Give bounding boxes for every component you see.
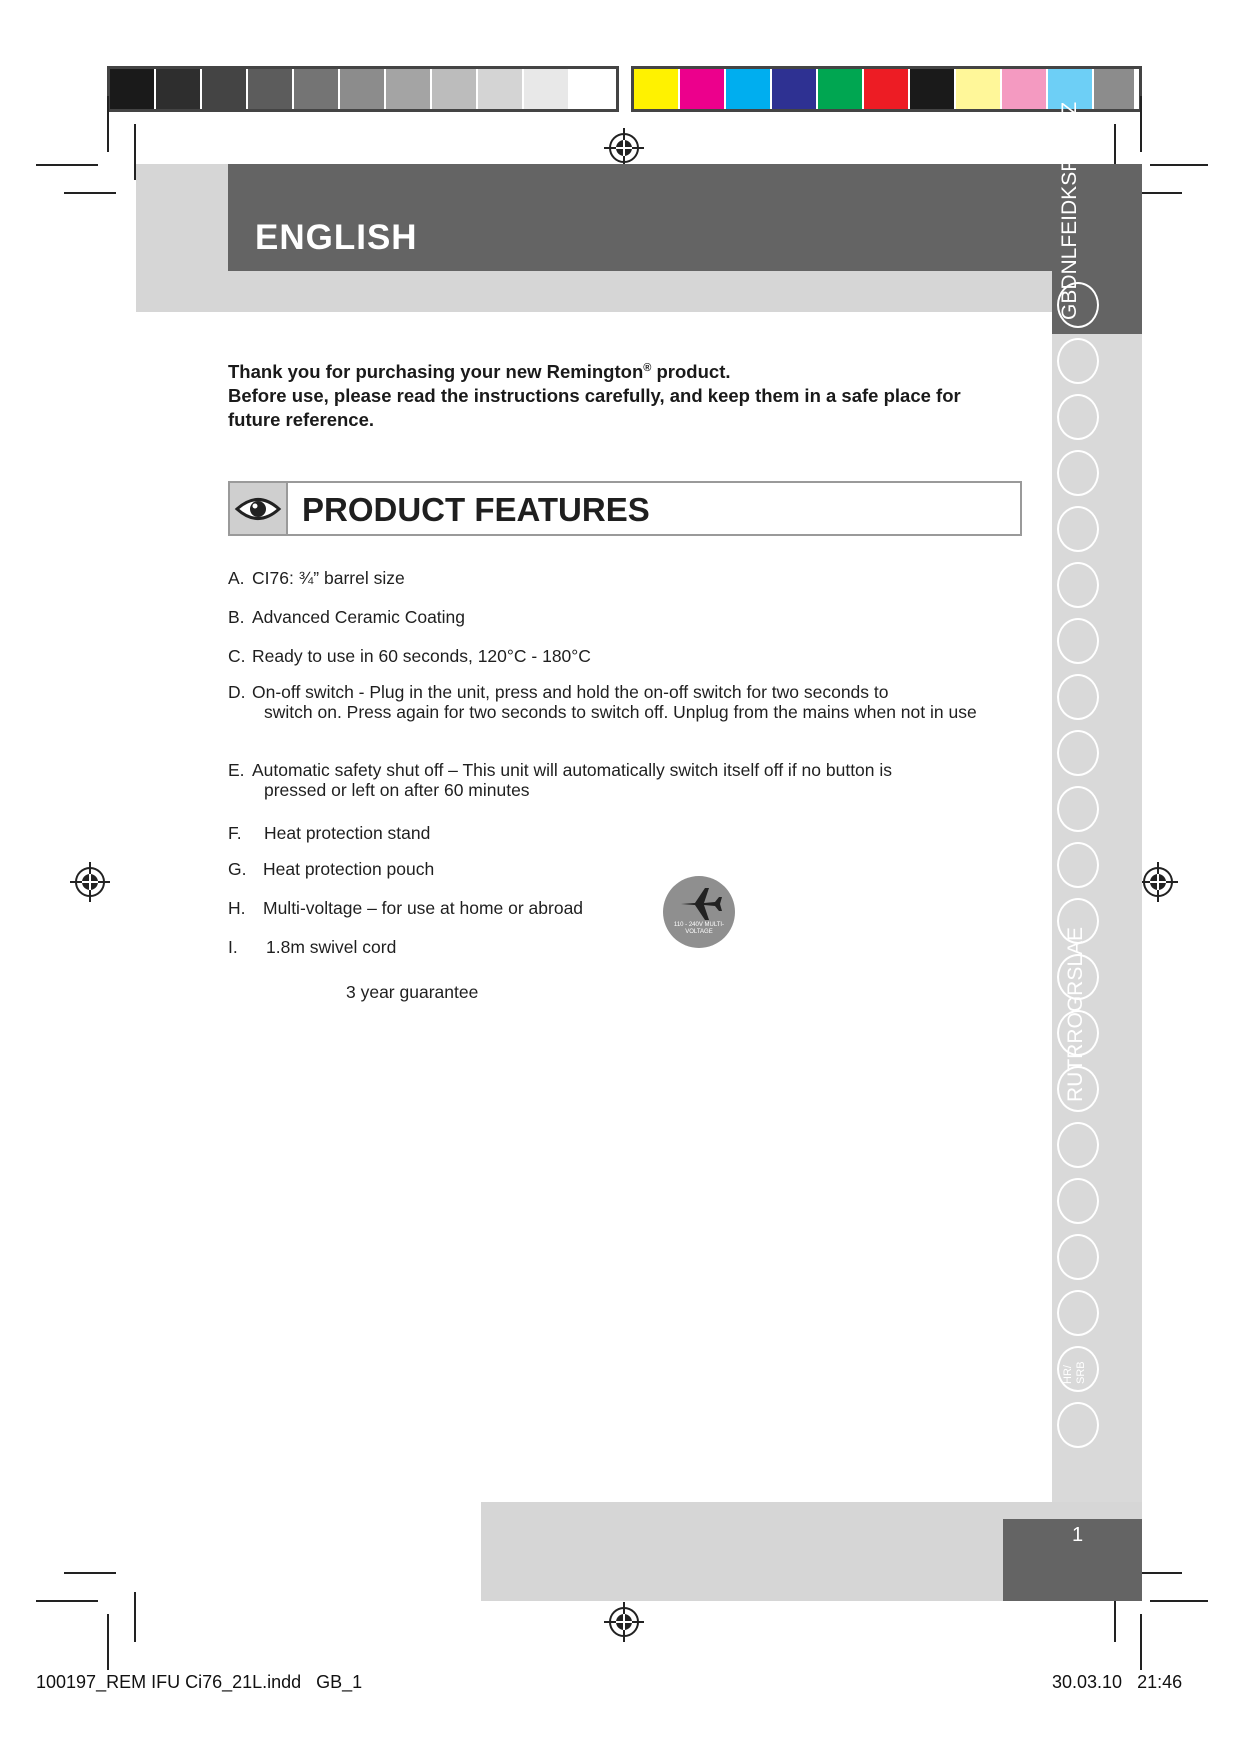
swatch: [634, 69, 680, 109]
registration-mark-icon: [604, 1602, 644, 1642]
multi-voltage-badge: [663, 876, 735, 948]
crop-mark: [1150, 1600, 1208, 1602]
swatch: [524, 69, 570, 109]
list-item: B. Advanced Ceramic Coating: [228, 607, 466, 627]
swatch: [772, 69, 818, 109]
swatch: [910, 69, 956, 109]
crop-mark: [107, 96, 109, 152]
section-title: PRODUCT FEATURES: [302, 491, 650, 528]
circle-tab-icon: [1057, 730, 1099, 776]
guarantee-text: 3 year guarantee: [346, 982, 479, 1002]
swatch: [726, 69, 772, 109]
circle-tab-icon: [1057, 1290, 1099, 1336]
swatch: [248, 69, 294, 109]
side-language-codes-mid: RUTRROGRSLAE: [1064, 926, 1087, 1102]
registration-mark-icon: [604, 128, 644, 168]
swatch: [110, 69, 156, 109]
side-language-codes-top: GBDNLFEIDKSPSKCZ: [1058, 101, 1081, 320]
swatch: [386, 69, 432, 109]
swatch: [294, 69, 340, 109]
swatch: [478, 69, 524, 109]
swatch: [864, 69, 910, 109]
registration-mark-icon: [70, 862, 110, 902]
swatch: [818, 69, 864, 109]
airplane-icon: [663, 876, 735, 926]
swatch: [156, 69, 202, 109]
swatch: [680, 69, 726, 109]
circle-tab-icon: [1057, 394, 1099, 440]
list-item: G. Heat protection pouch: [228, 859, 435, 879]
circle-tab-icon: [1057, 1122, 1099, 1168]
list-item: F. Heat protection stand: [228, 823, 431, 843]
crop-mark: [1140, 1614, 1142, 1670]
crop-mark: [107, 1614, 109, 1670]
page-title: ENGLISH: [255, 218, 418, 257]
eye-icon: [234, 492, 282, 526]
swatch: [432, 69, 478, 109]
side-language-code-srb: SRB: [1075, 1361, 1087, 1384]
badge-text: 110 - 240V MULTI-VOLTAGE: [673, 922, 725, 935]
side-language-code-hr: HR/: [1062, 1365, 1074, 1384]
section-header: [228, 481, 1022, 536]
footer-file-info: 100197_REM IFU Ci76_21L.indd GB_1: [36, 1672, 363, 1692]
circle-tab-icon: [1057, 786, 1099, 832]
circle-tab-icon: [1057, 618, 1099, 664]
crop-mark: [64, 1572, 116, 1574]
swatch: [1002, 69, 1048, 109]
swatch: [956, 69, 1002, 109]
circle-tab-icon: [1057, 562, 1099, 608]
circle-tab-icon: [1057, 1402, 1099, 1448]
list-item: C. Ready to use in 60 seconds, 120°C - 180°C: [228, 646, 591, 666]
circle-tab-icon: [1057, 506, 1099, 552]
registration-mark-icon: [1138, 862, 1178, 902]
list-item: H. Multi-voltage – for use at home or abroad: [228, 898, 584, 918]
swatch: [570, 69, 616, 109]
list-item: E. Automatic safety shut off – This unit will automatically switch itself off if no button is pressed or left on after 60 minutes: [228, 760, 893, 800]
section-icon-box: [230, 483, 288, 534]
footer-date: 30.03.10 21:46: [1052, 1672, 1183, 1692]
crop-mark: [36, 1600, 98, 1602]
crop-mark: [134, 1592, 136, 1642]
crop-mark: [1140, 96, 1142, 152]
list-item: A. CI76: ¾” barrel size: [228, 568, 405, 588]
circle-tab-icon: [1057, 1178, 1099, 1224]
swatch: [340, 69, 386, 109]
intro-text: [228, 356, 988, 432]
intro-line-1: Thank you for purchasing your new Remington® product.: [228, 361, 731, 383]
list-item: D. On-off switch - Plug in the unit, press and hold the on-off switch for two seconds to switch on. Press again for two seconds to switch off. Unplug from the mains when not in use: [228, 682, 977, 722]
swatch: [202, 69, 248, 109]
crop-mark: [36, 164, 98, 166]
list-item: I. 1.8m swivel cord: [228, 937, 397, 957]
swatch: [1094, 69, 1134, 109]
circle-tab-icon: [1057, 1234, 1099, 1280]
gray-swatch-bar: [107, 66, 619, 112]
intro-line-2: Before use, please read the instructions carefully, and keep them in a safe place for future reference.: [228, 385, 961, 431]
circle-tab-icon: [1057, 842, 1099, 888]
crop-mark: [64, 192, 116, 194]
crop-mark: [1150, 164, 1208, 166]
circle-tab-icon: [1057, 338, 1099, 384]
circle-tab-icon: [1057, 450, 1099, 496]
page-number: 1: [1072, 1524, 1084, 1546]
circle-tab-icon: [1057, 674, 1099, 720]
